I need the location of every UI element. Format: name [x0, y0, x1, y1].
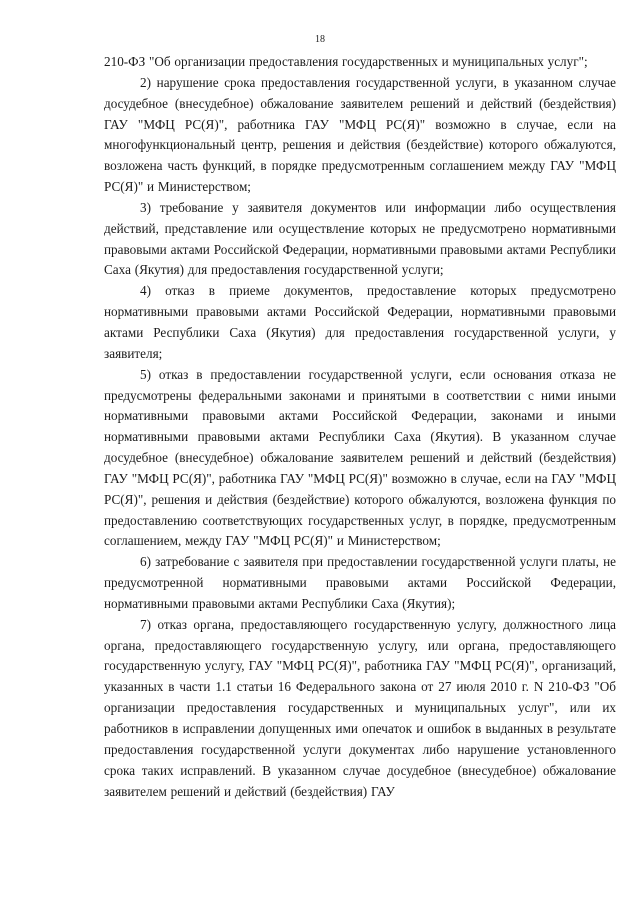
paragraph-item-3: 3) требование у заявителя документов или информации либо осуществления действий, представление или осуществление которых не предусмотрено нормативными правовыми актами Российской Федерации, нормативными правовыми актами Республики Саха (Якутия) для предоставления государственной услуги; — [104, 199, 616, 278]
page-number: 18 — [315, 34, 325, 45]
paragraph-item-5: 5) отказ в предоставлении государственной услуги, если основания отказа не предусмотрены федеральными законами и принятыми в соответствии с ними иными нормативными правовыми актами Российской Федерации, законами и иными нормативными правовыми актами Республики Саха (Якутия). В указанном случае досудебное (внесудебное) обжалование заявителем решений и действий (бездействия) ГАУ "МФЦ РС(Я)", работника ГАУ "МФЦ РС(Я)" возможно в случае, если на ГАУ "МФЦ РС(Я)", решения и действия (бездействие) которого обжалуются, возложена функция по предоставлению соответствующих государственных услуг, в порядке, предусмотренным соглашением, между ГАУ "МФЦ РС(Я)" и Министерством; — [104, 366, 616, 549]
document-body — [104, 52, 616, 802]
paragraph-item-7: 7) отказ органа, предоставляющего государственную услугу, должностного лица органа, предоставляющего государственную услугу, или органа, предоставляющего государственную услугу, ГАУ "МФЦ РС(Я)", работника ГАУ "МФЦ РС(Я)", организаций, указанных в части 1.1 статьи 16 Федерального закона от 27 июля 2010 г. N 210-ФЗ "Об организации предоставления государственных и муниципальных услуг", или их работников в исправлении допущенных ими опечаток и ошибок в выданных в результате предоставления государственной услуги документах либо нарушение установленного срока таких исправлений. В указанном случае досудебное (внесудебное) обжалование заявителем решений и действий (бездействия) ГАУ — [104, 616, 616, 799]
paragraph-item-4: 4) отказ в приеме документов, предоставление которых предусмотрено нормативными правовыми актами Российской Федерации, нормативными правовыми актами Республики Саха (Якутия) для предоставления государственной услуги, у заявителя; — [104, 283, 616, 361]
paragraph-item-2: 2) нарушение срока предоставления государственной услуги, в указанном случае досудебное (внесудебное) обжалование заявителем решений и действий (бездействия) ГАУ "МФЦ РС(Я)", работника ГАУ "МФЦ РС(Я)" возможно в случае, если на многофункциональный центр, решения и действия (бездействие) которого обжалуются, возложена часть функций, в порядке предусмотренным соглашением между ГАУ "МФЦ РС(Я)" и Министерством; — [104, 74, 616, 195]
paragraph-item-6: 6) затребование с заявителя при предоставлении государственной услуги платы, не предусмотренной нормативными правовыми актами Российской Федерации, нормативными правовыми актами Республики Саха (Якутия); — [104, 554, 616, 611]
paragraph-continuation: 210-ФЗ "Об организации предоставления государственных и муниципальных услуг"; — [104, 54, 588, 69]
